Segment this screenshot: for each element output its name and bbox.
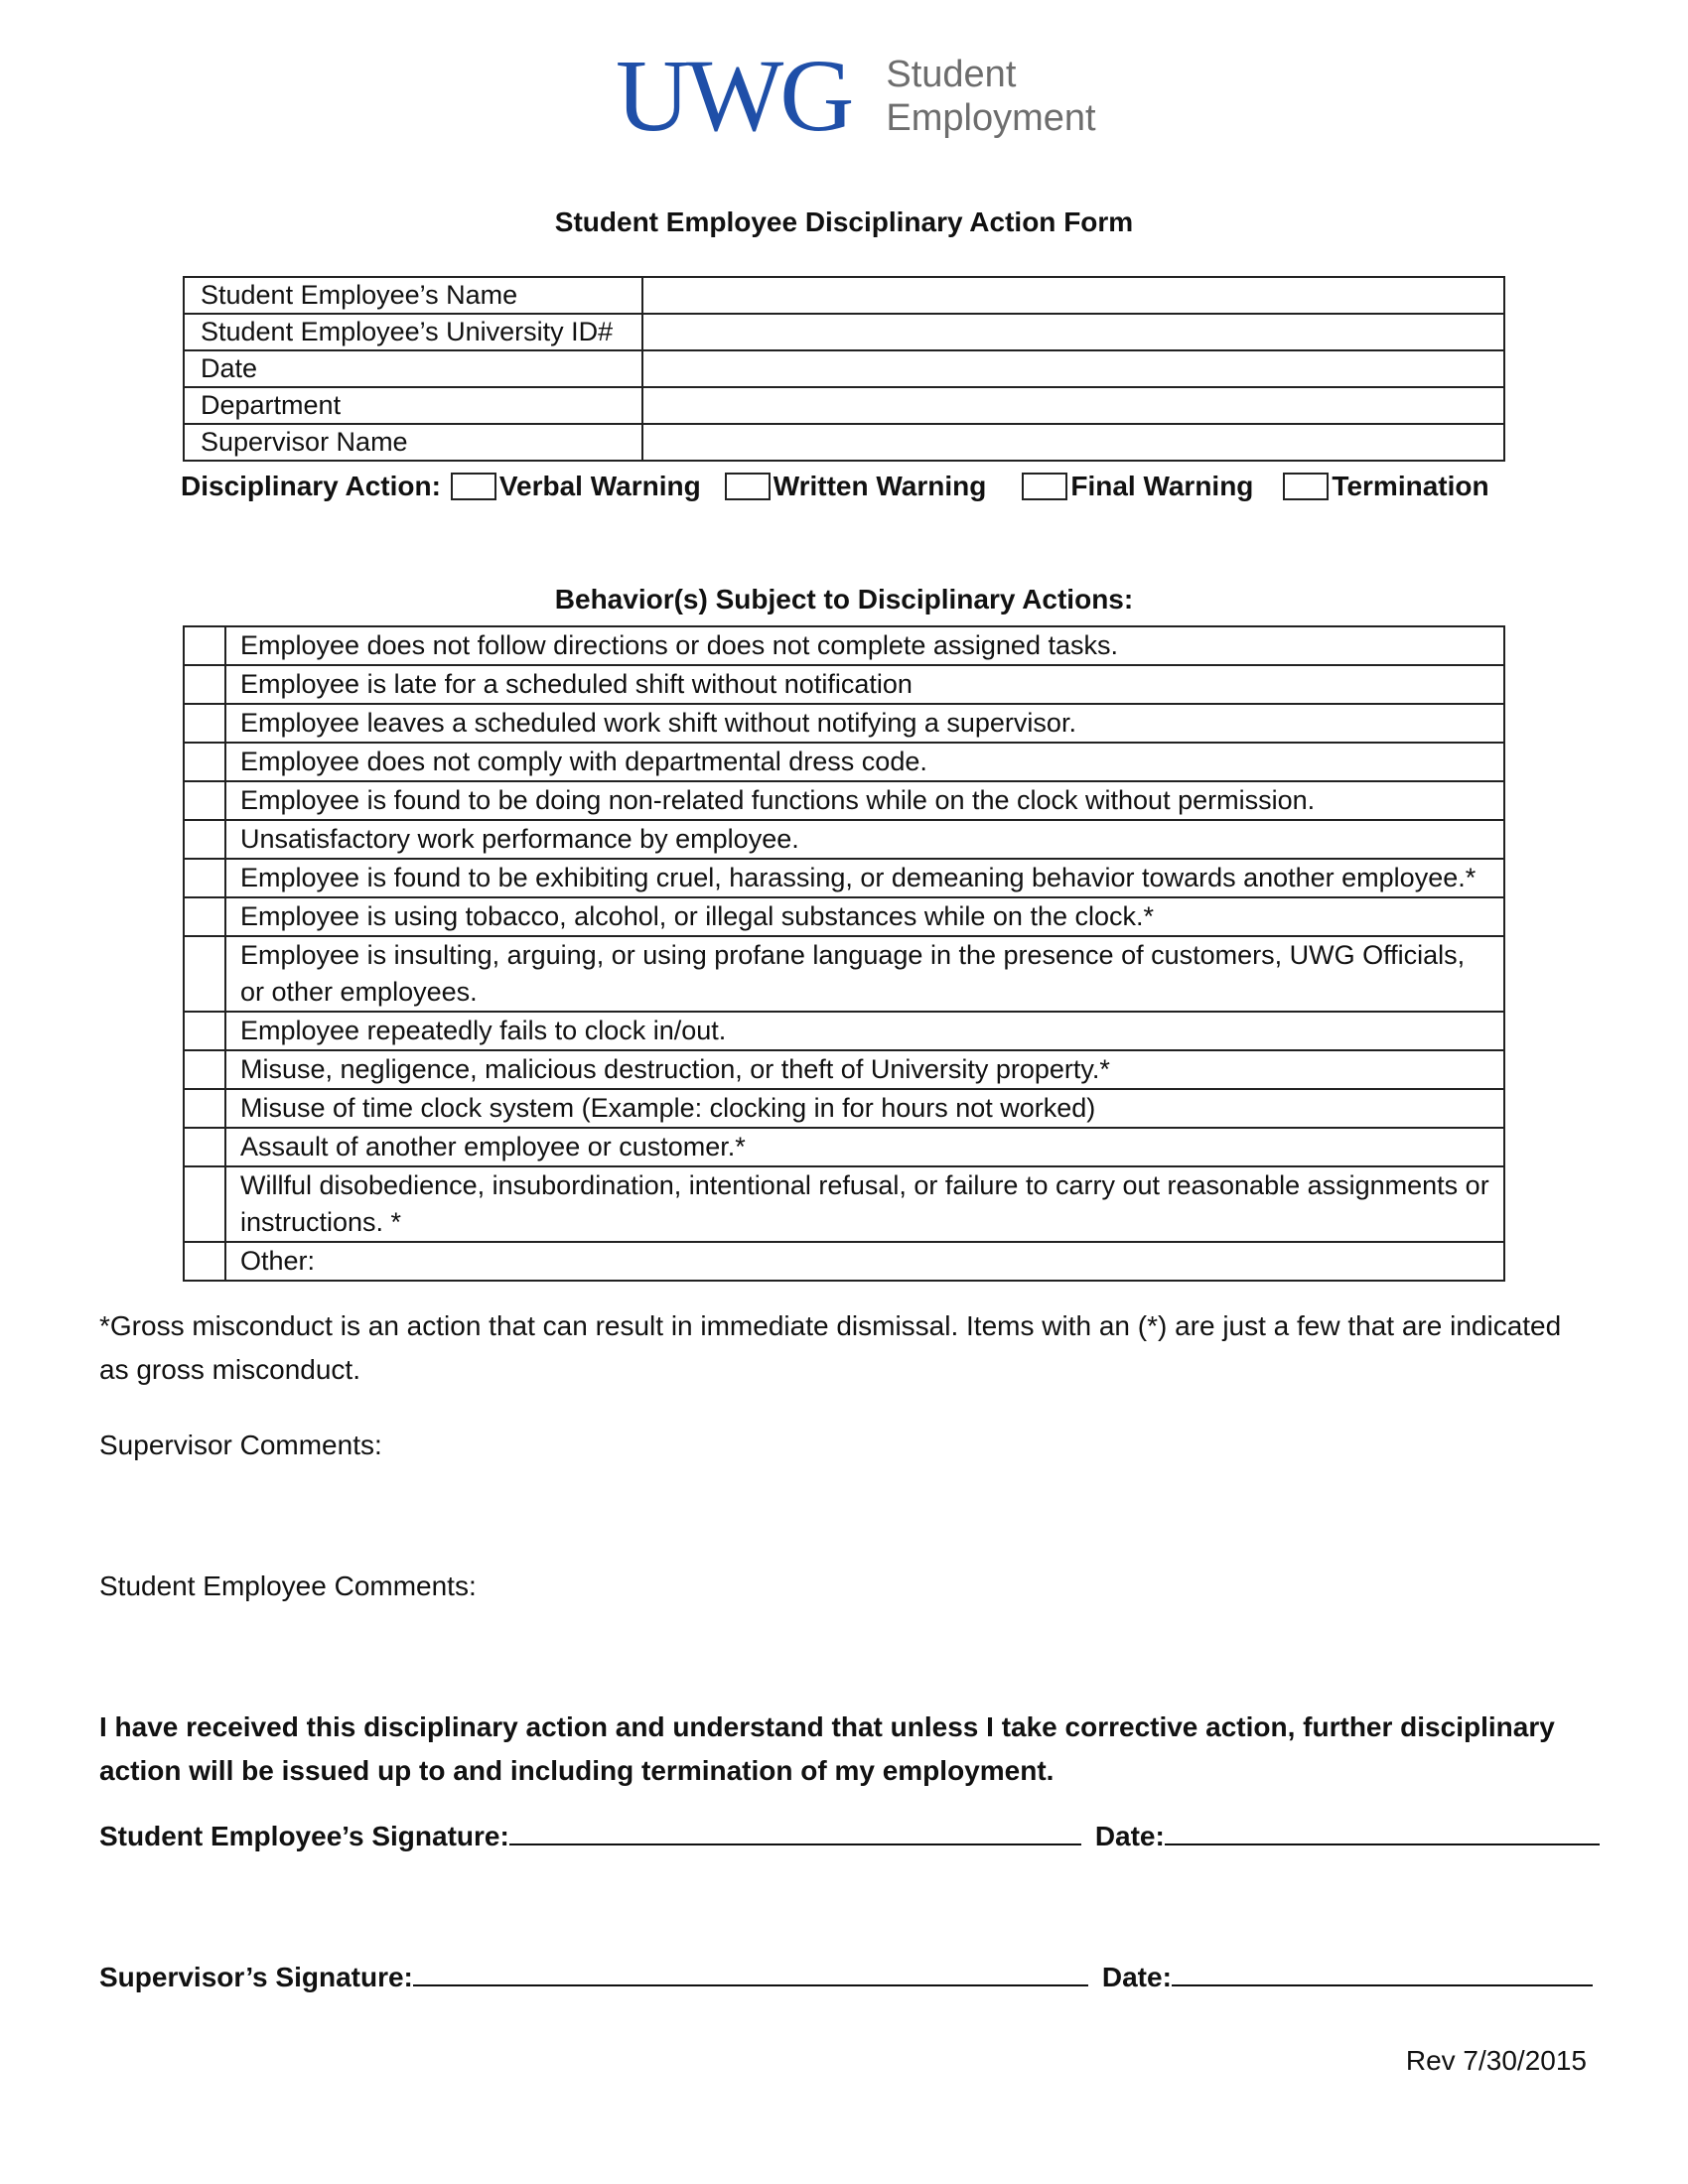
behavior-row [184, 1128, 1504, 1166]
student-signature-label: Student Employee’s Signature: [99, 1821, 509, 1851]
disciplinary-action-row [181, 471, 1489, 502]
option-verbal-warning [451, 471, 701, 502]
behavior-checkbox[interactable] [184, 1166, 225, 1242]
verbal-warning-checkbox[interactable] [451, 473, 496, 500]
behavior-checkbox[interactable] [184, 1089, 225, 1128]
department-field[interactable] [642, 387, 1504, 424]
info-row [184, 424, 1504, 461]
behavior-text: Employee leaves a scheduled work shift without notifying a supervisor. [225, 704, 1504, 743]
behavior-text: Willful disobedience, insubordination, intentional refusal, or failure to carry out reasonable assignments or instructions. * [225, 1166, 1504, 1242]
logo-line-1: Student [886, 54, 1017, 95]
behavior-row [184, 1089, 1504, 1128]
behavior-text: Employee does not follow directions or does not complete assigned tasks. [225, 626, 1504, 665]
info-row [184, 387, 1504, 424]
gross-misconduct-note: *Gross misconduct is an action that can result in immediate dismissal. Items with an (*) are just a few that are indicated as gross misconduct. [99, 1310, 1562, 1385]
behavior-row [184, 859, 1504, 897]
option-label: Written Warning [773, 471, 987, 501]
acknowledgement-statement: I have received this disciplinary action and understand that unless I take corrective action, further disciplinary action will be issued up to and including termination of my employment. [99, 1711, 1555, 1786]
student-signature-row [99, 1821, 1609, 1852]
behavior-row [184, 897, 1504, 936]
behavior-text: Other: [225, 1242, 1504, 1281]
supervisor-comments-label: Supervisor Comments: [99, 1430, 382, 1460]
final-warning-checkbox[interactable] [1022, 473, 1067, 500]
supervisor-date-label: Date: [1101, 1962, 1172, 1992]
behavior-text: Assault of another employee or customer.* [225, 1128, 1504, 1166]
university-id-field[interactable] [642, 314, 1504, 350]
behavior-checkbox[interactable] [184, 626, 225, 665]
behavior-row [184, 743, 1504, 781]
behavior-row [184, 1166, 1504, 1242]
info-row [184, 350, 1504, 387]
termination-checkbox[interactable] [1283, 473, 1329, 500]
option-label: Final Warning [1070, 471, 1254, 501]
behavior-text: Employee is found to be doing non-related functions while on the clock without permission. [225, 781, 1504, 820]
behavior-row [184, 936, 1504, 1012]
uwg-logo [616, 39, 1096, 153]
behavior-row [184, 781, 1504, 820]
option-final-warning [1022, 471, 1253, 502]
behavior-text: Employee does not comply with departmental dress code. [225, 743, 1504, 781]
written-warning-checkbox[interactable] [725, 473, 771, 500]
info-label: Department [184, 387, 642, 424]
behaviors-table [183, 625, 1505, 1282]
info-label: Supervisor Name [184, 424, 642, 461]
logo-line-2: Employment [886, 97, 1096, 139]
supervisor-name-field[interactable] [642, 424, 1504, 461]
student-signature-line[interactable] [509, 1822, 1081, 1845]
behavior-checkbox[interactable] [184, 781, 225, 820]
behavior-text: Misuse, negligence, malicious destruction, or theft of University property.* [225, 1050, 1504, 1089]
option-written-warning [725, 471, 987, 502]
behavior-checkbox[interactable] [184, 743, 225, 781]
behavior-checkbox[interactable] [184, 1242, 225, 1281]
supervisor-date-line[interactable] [1172, 1963, 1593, 1986]
behaviors-title: Behavior(s) Subject to Disciplinary Actions: [554, 584, 1134, 614]
date-field[interactable] [642, 350, 1504, 387]
behavior-checkbox[interactable] [184, 1012, 225, 1050]
behavior-checkbox[interactable] [184, 665, 225, 704]
behavior-text: Employee repeatedly fails to clock in/out. [225, 1012, 1504, 1050]
info-label: Student Employee’s University ID# [184, 314, 642, 350]
behavior-row [184, 665, 1504, 704]
behavior-text: Employee is found to be exhibiting cruel, harassing, or demeaning behavior towards another employee.* [225, 859, 1504, 897]
behavior-checkbox[interactable] [184, 820, 225, 859]
logo-text [886, 53, 1095, 140]
behavior-text: Misuse of time clock system (Example: clocking in for hours not worked) [225, 1089, 1504, 1128]
student-date-line[interactable] [1165, 1822, 1600, 1845]
behavior-checkbox[interactable] [184, 704, 225, 743]
info-row [184, 314, 1504, 350]
supervisor-signature-row [99, 1962, 1609, 1993]
behavior-checkbox[interactable] [184, 859, 225, 897]
behavior-row [184, 1012, 1504, 1050]
logo-mark: UWG [616, 39, 851, 153]
info-label: Date [184, 350, 642, 387]
behavior-text: Unsatisfactory work performance by employee. [225, 820, 1504, 859]
behavior-checkbox[interactable] [184, 1128, 225, 1166]
behavior-row [184, 626, 1504, 665]
behavior-row [184, 1050, 1504, 1089]
employee-name-field[interactable] [642, 277, 1504, 314]
revision-date: Rev 7/30/2015 [1405, 2045, 1587, 2076]
disciplinary-action-label: Disciplinary Action: [181, 471, 441, 501]
behavior-text: Employee is late for a scheduled shift without notification [225, 665, 1504, 704]
form-title: Student Employee Disciplinary Action Form [554, 206, 1134, 237]
behavior-row [184, 1242, 1504, 1281]
supervisor-signature-label: Supervisor’s Signature: [99, 1962, 413, 1992]
behavior-checkbox[interactable] [184, 1050, 225, 1089]
student-comments-label: Student Employee Comments: [99, 1570, 477, 1601]
behavior-checkbox[interactable] [184, 897, 225, 936]
behavior-row [184, 704, 1504, 743]
student-date-label: Date: [1094, 1821, 1165, 1851]
behavior-checkbox[interactable] [184, 936, 225, 1012]
info-row [184, 277, 1504, 314]
option-label: Termination [1332, 471, 1489, 501]
behavior-row [184, 820, 1504, 859]
info-label: Student Employee’s Name [184, 277, 642, 314]
behavior-text: Employee is using tobacco, alcohol, or illegal substances while on the clock.* [225, 897, 1504, 936]
supervisor-signature-line[interactable] [413, 1963, 1088, 1986]
behavior-text: Employee is insulting, arguing, or using profane language in the presence of customers, UWG Officials, or other employees. [225, 936, 1504, 1012]
option-termination [1283, 471, 1488, 502]
employee-info-table [183, 276, 1505, 462]
option-label: Verbal Warning [498, 471, 701, 501]
